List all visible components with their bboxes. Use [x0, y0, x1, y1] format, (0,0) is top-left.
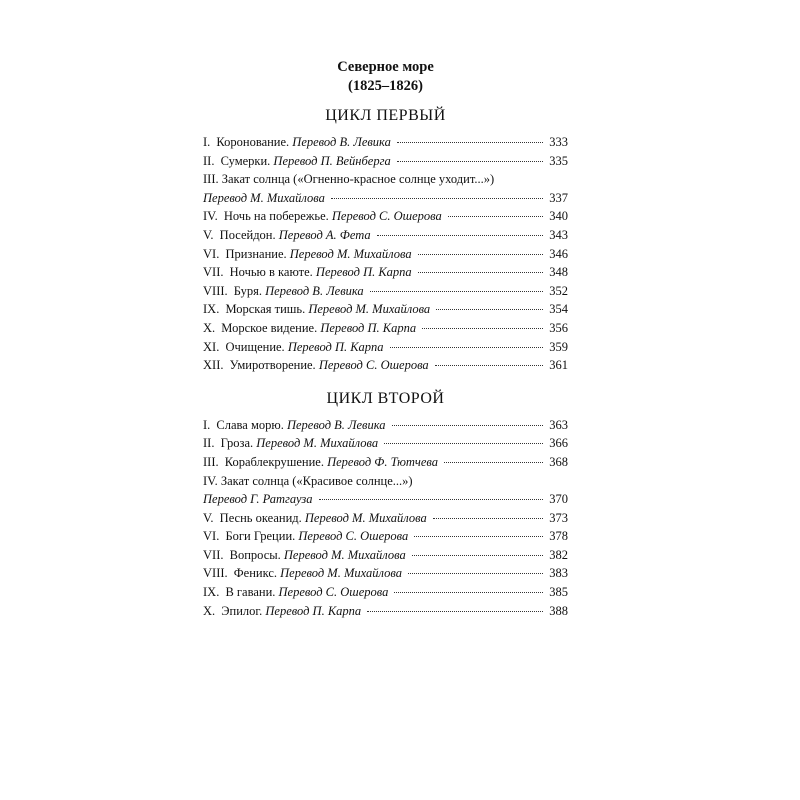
leader-dots [377, 235, 544, 236]
leader-dots [433, 518, 544, 519]
entry-title: Феникс. [233, 566, 278, 581]
entry-page-number: 368 [549, 454, 568, 469]
entry-title: Вопросы. [229, 547, 281, 562]
entry-number: XII. [203, 358, 224, 373]
leader-dots [412, 555, 544, 556]
entry-title: Признание. [225, 246, 287, 261]
entry-number: VII. [203, 547, 224, 562]
leader-dots [414, 536, 543, 537]
toc-entry[interactable] [203, 133, 568, 152]
entry-title: Умиротворение. [229, 358, 316, 373]
entry-title: Морская тишь. [225, 302, 306, 317]
entry-page-number: 359 [549, 339, 568, 354]
toc-entry[interactable] [203, 546, 568, 565]
entry-title: Коронование. [216, 135, 290, 149]
toc-entry-line-1[interactable] [203, 472, 568, 491]
entry-page-number: 335 [549, 153, 568, 168]
entry-translator: Перевод С. Ошерова [331, 209, 442, 224]
entry-translator: Перевод С. Ошерова [298, 529, 409, 544]
section-heading: ЦИКЛ ПЕРВЫЙ [325, 107, 446, 124]
entry-page-number: 348 [549, 265, 568, 280]
entry-translator: Перевод В. Левика [292, 135, 391, 149]
entry-number: VI. [203, 246, 220, 261]
toc-entry[interactable] [203, 245, 568, 264]
toc-entry[interactable] [203, 583, 568, 602]
leader-dots [367, 611, 543, 612]
entry-translator: Перевод А. Фета [278, 227, 371, 242]
entry-title: В гавани. [225, 585, 276, 600]
leader-dots [444, 462, 543, 463]
entry-page-number: 373 [549, 510, 568, 525]
toc-entry[interactable] [203, 263, 568, 282]
toc-entry[interactable] [203, 356, 568, 375]
entry-translator: Перевод Ф. Тютчева [327, 454, 439, 469]
entry-number: X. [203, 320, 216, 335]
toc-entry[interactable] [203, 338, 568, 357]
entry-translator: Перевод П. Карпа [315, 265, 412, 280]
toc-entry-line-2[interactable] [203, 189, 568, 208]
toc-entry[interactable] [203, 207, 568, 226]
toc-entry[interactable] [203, 152, 568, 171]
entry-translator: Перевод П. Карпа [265, 603, 362, 618]
entry-page-number: 361 [549, 358, 568, 373]
leader-dots [370, 291, 544, 292]
entry-translator: Перевод С. Ошерова [278, 585, 389, 600]
leader-dots [418, 272, 544, 273]
toc-entry-line-1[interactable] [203, 170, 568, 189]
entry-page-number: 383 [549, 566, 568, 581]
entry-title: Гроза. [220, 436, 254, 451]
leader-dots [397, 142, 543, 143]
entry-translator: Перевод П. Вейнберга [273, 153, 391, 168]
entry-translator: Перевод П. Карпа [320, 320, 417, 335]
leader-dots [435, 365, 544, 366]
entry-title: Слава морю. [216, 417, 284, 432]
entry-page-number: 343 [549, 227, 568, 242]
entry-title: Ночью в каюте. [229, 265, 313, 280]
toc-entry[interactable] [203, 453, 568, 472]
toc-entry[interactable] [203, 282, 568, 301]
entry-page-number: 333 [549, 135, 568, 149]
entry-title: Боги Греции. [225, 529, 296, 544]
entry-number: IX. [203, 585, 220, 600]
entry-page-number: 340 [549, 209, 568, 224]
entry-page-number: 346 [549, 246, 568, 261]
entry-number: XI. [203, 339, 220, 354]
leader-dots [331, 198, 543, 199]
leader-dots [448, 216, 544, 217]
leader-dots [408, 573, 543, 574]
entry-translator: Перевод М. Михайлова [304, 510, 427, 525]
toc-title-line-1: Северное море [337, 59, 434, 75]
leader-dots [392, 425, 544, 426]
leader-dots [394, 592, 543, 593]
entry-page-number: 352 [549, 283, 568, 298]
entry-page-number: 366 [549, 436, 568, 451]
leader-dots [319, 499, 544, 500]
toc-entry[interactable] [203, 527, 568, 546]
entry-title: Очищение. [225, 339, 285, 354]
leader-dots [422, 328, 543, 329]
entry-number: VIII. [203, 566, 228, 581]
entry-number: I. [203, 417, 211, 432]
entry-number: IV. [203, 473, 218, 488]
entry-number: VI. [203, 529, 220, 544]
entry-number: X. [203, 603, 216, 618]
toc-entry[interactable] [203, 416, 568, 435]
toc-entry[interactable] [203, 434, 568, 453]
toc-title [203, 58, 568, 96]
entry-title: Песнь океанид. [219, 510, 302, 525]
entry-translator: Перевод П. Карпа [287, 339, 384, 354]
entry-title: Закат солнца («Огненно-красное солнце уходит...») [221, 172, 495, 187]
entry-number: V. [203, 510, 214, 525]
toc-entry[interactable] [203, 602, 568, 621]
entry-translator: Перевод В. Левика [286, 417, 386, 432]
entry-title: Эпилог. [221, 603, 263, 618]
table-of-contents [203, 58, 568, 620]
toc-entry[interactable] [203, 564, 568, 583]
entry-title: Сумерки. [220, 153, 271, 168]
entry-page-number: 356 [549, 320, 568, 335]
entry-translator: Перевод В. Левика [265, 283, 364, 298]
entry-title: Посейдон. [219, 227, 276, 242]
entry-translator: Перевод М. Михайлова [308, 302, 431, 317]
entry-page-number: 363 [549, 417, 568, 432]
toc-title-years: (1825–1826) [348, 78, 423, 94]
entry-translator: Перевод М. Михайлова [280, 566, 402, 581]
toc-entry[interactable] [203, 300, 568, 319]
section-heading: ЦИКЛ ВТОРОЙ [326, 389, 445, 407]
entry-translator: Перевод М. Михайлова [283, 547, 406, 562]
entry-title: Морское видение. [221, 320, 318, 335]
entry-number: VII. [203, 265, 224, 280]
entry-translator: Перевод М. Михайлова [203, 190, 325, 205]
entry-page-number: 388 [549, 603, 568, 618]
entry-page-number: 370 [549, 492, 568, 507]
entry-page-number: 337 [549, 190, 568, 205]
entry-number: VIII. [203, 283, 228, 298]
leader-dots [397, 161, 544, 162]
entry-title: Кораблекрушение. [224, 454, 324, 469]
entry-number: II. [203, 436, 215, 451]
entry-number: IX. [203, 302, 220, 317]
leader-dots [436, 309, 543, 310]
entry-page-number: 354 [549, 302, 568, 317]
leader-dots [418, 254, 544, 255]
entry-number: I. [203, 135, 211, 149]
toc-entry[interactable] [203, 319, 568, 338]
entry-number: IV. [203, 209, 218, 224]
entry-translator: Перевод С. Ошерова [318, 358, 429, 373]
entry-translator: Перевод М. Михайлова [289, 246, 412, 261]
entry-page-number: 385 [549, 585, 568, 600]
entry-number: V. [203, 227, 214, 242]
leader-dots [384, 443, 543, 444]
entry-number: III. [203, 454, 219, 469]
entry-title: Ночь на побережье. [223, 209, 329, 224]
entry-number: II. [203, 153, 215, 168]
entry-title: Буря. [233, 283, 263, 298]
entry-translator: Перевод М. Михайлова [256, 436, 379, 451]
entry-translator: Перевод Г. Ратгауза [203, 492, 313, 507]
entry-page-number: 378 [549, 529, 568, 544]
toc-entry[interactable] [203, 509, 568, 528]
entry-title: Закат солнца («Красивое солнце...») [220, 473, 413, 488]
entry-number: III. [203, 172, 219, 187]
toc-entry-line-2[interactable] [203, 490, 568, 509]
toc-entry[interactable] [203, 226, 568, 245]
leader-dots [390, 347, 544, 348]
entry-page-number: 382 [549, 547, 568, 562]
